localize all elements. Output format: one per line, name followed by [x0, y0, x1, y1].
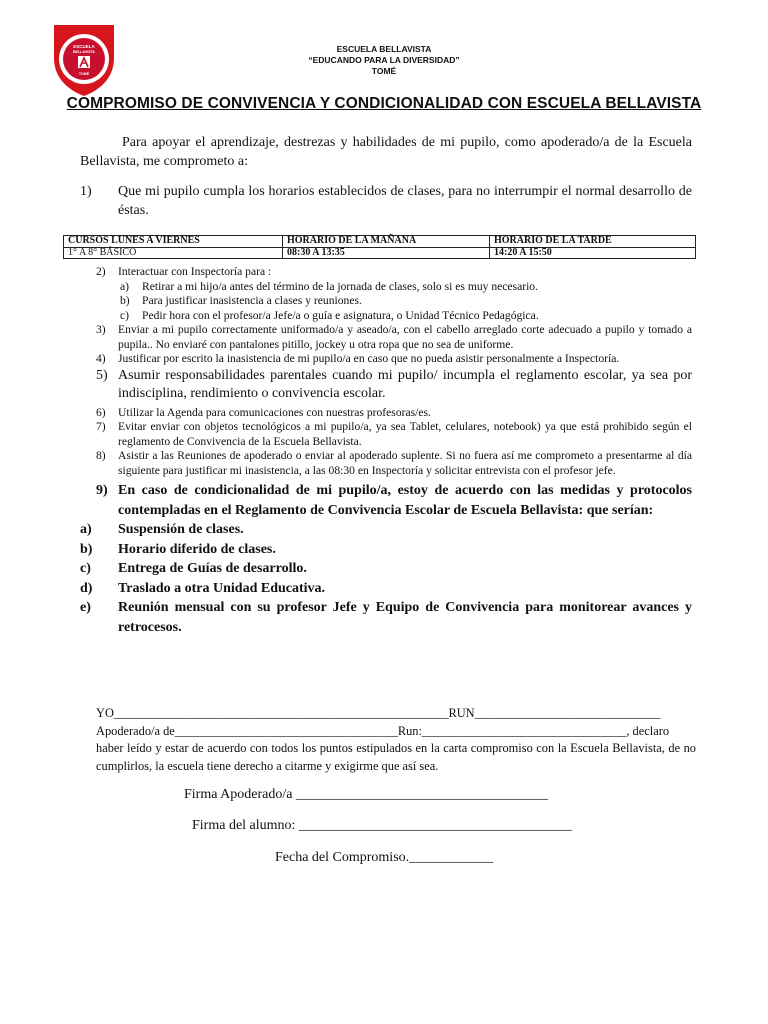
item-number: 9): [96, 483, 108, 498]
item-text: Utilizar la Agenda para comunicaciones con nuestras profesoras/es.: [118, 405, 431, 419]
signature-section: [96, 705, 696, 775]
item-text: Enviar a mi pupilo correctamente uniformado/a y aseado/a, con el cabello arreglado corte adecuado a pupilo y tomado a pupila.. No enviaré con pantalones pitillo, jockey u otra ropa que no sea de uniforme.: [118, 323, 692, 351]
item-letter: e): [80, 600, 91, 615]
agreement-paragraph: haber leído y estar de acuerdo con todos los puntos estipulados en la carta compromiso con la Escuela Bellavista, de no cumplirlos, la escuela tiene derecho a citarme y exigirme que así sea.: [96, 741, 696, 773]
item-9: [80, 481, 692, 520]
schedule-header-cell: HORARIO DE LA TARDE: [490, 236, 696, 248]
commitment-list: [80, 265, 692, 637]
item-2b: [80, 294, 692, 309]
item-number: 1): [80, 184, 92, 199]
item-text: Pedir hora con el profesor/a Jefe/a o guía e asignatura, o Unidad Técnico Pedagógica.: [142, 308, 539, 322]
school-name: ESCUELA BELLAVISTA: [336, 44, 432, 54]
logo-mid-text: BELLAVISTA: [72, 50, 96, 54]
item-2c: [80, 309, 692, 324]
document-title: COMPROMISO DE CONVIVENCIA Y CONDICIONALIDAD CON ESCUELA BELLAVISTA: [66, 95, 702, 112]
item-9b: [80, 540, 692, 560]
item-text: Evitar enviar con objetos tecnológicos a mi pupilo/a, ya sea Tablet, celulares, notebook) ya que está prohibido según el reglamento de Convivencia de la Escuela Bellavista.: [118, 420, 692, 448]
student-signature-line: Firma del alumno: _______________________________________: [192, 818, 572, 833]
item-text: Justificar por escrito la inasistencia de mi pupilo/a en caso que no pueda asistir personalmente a Inspectoría.: [118, 352, 620, 365]
item-letter: b): [80, 541, 93, 557]
schedule-header-cell: HORARIO DE LA MAÑANA: [283, 236, 490, 248]
letterhead: [0, 44, 768, 77]
item-letter: c): [80, 561, 91, 576]
item-text: Para justificar inasistencia a clases y reuniones.: [142, 294, 362, 307]
item-6: [80, 406, 692, 421]
item-number: 8): [96, 449, 106, 462]
item-text: Retirar a mi hijo/a antes del término de la jornada de clases, solo si es muy necesario.: [142, 279, 538, 293]
item-number: 3): [96, 323, 106, 336]
school-motto: “EDUCANDO PARA LA DIVERSIDAD”: [308, 55, 460, 65]
schedule-cell: 1° A 8° BÁSICO: [64, 247, 283, 259]
schedule-header-row: [64, 236, 696, 248]
item-letter: d): [80, 580, 93, 596]
item-2a: [80, 280, 692, 295]
item-number: 2): [96, 265, 106, 278]
guardian-signature-line: Firma Apoderado/a ____________________________________: [184, 787, 548, 802]
item-letter: b): [120, 294, 130, 307]
item-4: [80, 352, 692, 367]
item-letter: c): [120, 308, 130, 322]
item-text: Que mi pupilo cumpla los horarios establecidos de clases, para no interrumpir el normal desarrollo de éstas.: [118, 184, 692, 218]
schedule-cell: 14:20 A 15:50: [490, 247, 696, 259]
school-city: TOMÉ: [371, 66, 397, 76]
item-number: 4): [96, 352, 106, 365]
item-text: En caso de condicionalidad de mi pupilo/a, estoy de acuerdo con las medidas y protocolos contempladas en el Reglamento de Convivencia Escolar de Escuela Bellavista: que serían:: [118, 483, 692, 518]
item-number: 7): [96, 420, 106, 433]
item-9a: [80, 520, 692, 540]
item-text: Suspensión de clases.: [118, 522, 244, 537]
item-1: [80, 182, 692, 220]
item-2: [80, 265, 692, 280]
item-text: Entrega de Guías de desarrollo.: [118, 561, 307, 576]
item-9e: [80, 598, 692, 637]
schedule-cell: 08:30 A 13:35: [283, 247, 490, 259]
item-9d: [80, 579, 692, 599]
guardian-of-line: Apoderado/a de____________________________________Run:_________________________________, declaro: [96, 723, 670, 738]
item-text: Asumir responsabilidades parentales cuando mi pupilo/ incumpla el reglamento escolar, ya sea por indisciplina, rendimiento o convivencia escolar.: [118, 367, 692, 401]
schedule-header-cell: CURSOS LUNES A VIERNES: [64, 236, 283, 248]
item-8: [80, 449, 692, 478]
guardian-name-line: YO______________________________________________________RUN______________________________: [96, 706, 661, 720]
item-text: Asistir a las Reuniones de apoderado o enviar al apoderado suplente. Si no fuera así me comprometo a presentarme al día siguiente para justificar mi inasistencia, a las 08:30 en Inspectoría y solicitar entrevista con el profesor jefe.: [118, 449, 692, 477]
schedule-table: [63, 235, 696, 259]
logo-bottom-text: TOMÉ: [78, 72, 90, 76]
item-letter: a): [80, 522, 92, 537]
item-letter: a): [120, 279, 130, 293]
commitment-date-line: Fecha del Compromiso.____________: [275, 850, 494, 865]
item-text: Traslado a otra Unidad Educativa.: [118, 580, 326, 596]
item-text: Interactuar con Inspectoría para :: [118, 265, 272, 278]
item-number: 5): [96, 367, 108, 383]
item-text: Reunión mensual con su profesor Jefe y Equipo de Convivencia para monitorear avances y retrocesos.: [118, 600, 692, 635]
logo-top-text: ESCUELA: [73, 44, 95, 49]
item-9c: [80, 559, 692, 579]
schedule-row: [64, 247, 696, 259]
item-3: [80, 323, 692, 352]
item-number: 6): [96, 405, 106, 419]
item-7: [80, 420, 692, 449]
item-text: Horario diferido de clases.: [118, 541, 276, 557]
item-5: [80, 367, 692, 403]
intro-paragraph: Para apoyar el aprendizaje, destrezas y habilidades de mi pupilo, como apoderado/a de la Escuela Bellavista, me comprometo a:: [80, 135, 692, 169]
